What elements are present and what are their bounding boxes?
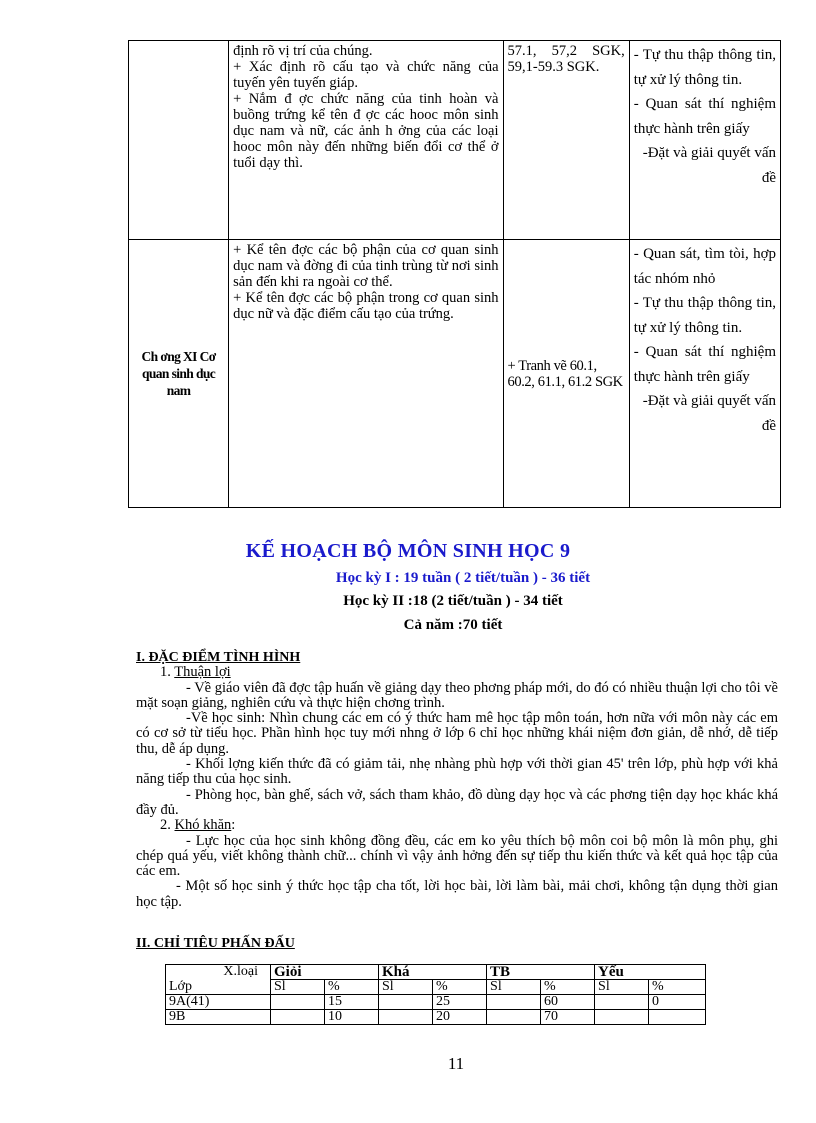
value-cell	[379, 1010, 433, 1025]
column-header: Yếu	[595, 965, 706, 980]
value-cell	[271, 1010, 325, 1025]
column-subheader: Sl	[595, 980, 649, 995]
column-header: TB	[487, 965, 595, 980]
method-line: - Quan sát thí nghiệm thực hành trên giấy	[633, 96, 776, 137]
class-cell: 9B	[166, 1010, 271, 1025]
paragraph: - Phòng học, bàn ghế, sách vở, sách tham khảo, đồ dùng dạy học và các phơng tiện dạy học khác khá đầy đủ.	[136, 786, 778, 818]
target-table	[165, 964, 706, 1025]
method-line: - Tự thu thập thông tin, tự xử lý thông tin.	[633, 295, 776, 336]
objective-line: định rõ vị trí của chúng.	[233, 43, 373, 59]
value-cell: 10	[325, 1010, 379, 1025]
paragraph: -Về học sinh: Nhìn chung các em có ý thức ham mê học tập môn toán, hơn nữa với môn này các em có cơ sở từ tiểu học. Phần hình học tuy mới nhng ở lớp 6 chỉ học những khái niệm đơn giản, dễ nhớ, dễ tiếp thu, dễ áp dụng.	[136, 710, 778, 757]
chapter-cell	[129, 41, 229, 240]
subheading-label: Khó khăn	[174, 817, 232, 834]
paragraph: - Một số học sinh ý thức học tập cha tốt, lời học bài, lời làm bài, mải chơi, không tận dụng thời gian học tập.	[136, 878, 778, 910]
subheading-label: Thuận lợi	[174, 664, 231, 681]
value-cell	[379, 995, 433, 1010]
subheading-advantages	[136, 665, 778, 680]
column-subheader: Sl	[271, 980, 325, 995]
value-cell	[487, 1010, 541, 1025]
section-heading: I. ĐẶC ĐIỂM TÌNH HÌNH	[136, 650, 301, 665]
subheading-number: 2.	[160, 817, 171, 834]
column-subheader: %	[649, 980, 706, 995]
column-subheader: Sl	[487, 980, 541, 995]
method-line: -Đặt và giải quyết vấn đề	[642, 145, 776, 186]
page-number: 11	[447, 1054, 465, 1073]
column-subheader: %	[433, 980, 487, 995]
methods-cell	[629, 240, 780, 508]
situation-section	[136, 650, 778, 910]
column-subheader: %	[541, 980, 595, 995]
subheading-colon: :	[231, 817, 236, 834]
objective-line: + Kể tên đợc các bộ phận trong cơ quan sinh dục nữ và đặc điểm cấu tạo của trứng.	[233, 290, 499, 322]
column-subheader: Sl	[379, 980, 433, 995]
subheading-number: 1.	[160, 664, 171, 681]
objective-line: + Xác định rõ cấu tạo và chức năng của tuyến yên tuyến giáp.	[233, 59, 499, 91]
value-cell: 15	[325, 995, 379, 1010]
materials-cell: + Tranh vẽ 60.1, 60.2, 61.1, 61.2 SGK	[503, 240, 629, 508]
table-row	[129, 240, 781, 508]
column-header: Giỏi	[271, 965, 379, 980]
class-cell: 9A(41)	[166, 995, 271, 1010]
value-cell: 25	[433, 995, 487, 1010]
table-row	[166, 995, 706, 1010]
chapter-cell: Ch ơng XI Cơ quan sinh dục nam	[129, 240, 229, 508]
value-cell: 70	[541, 1010, 595, 1025]
value-cell: 60	[541, 995, 595, 1010]
column-header: Khá	[379, 965, 487, 980]
year-total-line: Cả năm :70 tiết	[403, 617, 503, 633]
value-cell	[649, 1010, 706, 1025]
table-header-row	[166, 965, 706, 980]
method-line: - Quan sát, tìm tòi, hợp tác nhóm nhỏ	[633, 246, 776, 287]
column-subheader: %	[325, 980, 379, 995]
page-title: KẾ HOẠCH BỘ MÔN SINH HỌC 9	[245, 540, 571, 562]
value-cell	[595, 1010, 649, 1025]
value-cell	[595, 995, 649, 1010]
corner-header: X.loại	[166, 965, 271, 980]
paragraph: - Về giáo viên đã đợc tập huấn về giảng dạy theo phơng pháp mới, do đó có nhiều thuận lợi cho tôi về mặt soạn giảng, nghiên cứu và thực hiện chơng trình.	[136, 679, 778, 711]
value-cell	[271, 995, 325, 1010]
table-row	[129, 41, 781, 240]
curriculum-table	[128, 40, 781, 508]
paragraph: - Khối lợng kiến thức đã có giảm tải, nhẹ nhàng phù hợp với thời gian 45' trên lớp, phù hợp với khả năng tiếp thu của học sinh.	[136, 756, 778, 788]
method-line: - Quan sát thí nghiệm thực hành trên giấy	[633, 344, 776, 385]
objectives-cell	[229, 240, 503, 508]
value-cell: 20	[433, 1010, 487, 1025]
objectives-cell	[229, 41, 503, 240]
table-subheader-row	[166, 980, 706, 995]
paragraph: - Lực học của học sinh không đồng đều, các em ko yêu thích bộ môn coi bộ môn là môn phụ, ghi chép quá yếu, viết không thành chữ... chính vì vậy ảnh hởng đến sự tiếp thu kiến thức và kết quả học tập của các em.	[136, 832, 778, 880]
section-heading: II. CHỈ TIÊU PHẤN ĐẤU	[136, 936, 295, 951]
value-cell	[487, 995, 541, 1010]
corner-header: Lớp	[166, 980, 271, 995]
method-line: -Đặt và giải quyết vấn đề	[642, 393, 776, 434]
objective-line: + Nắm đ ợc chức năng của tinh hoàn và buồng trứng kể tên đ ợc các hooc môn sinh dục nam và nữ, các ảnh h ởng của các loại hooc môn này đến những biến đổi cơ thể ở tuổi dạy thì.	[233, 91, 499, 171]
semester-1-line: Học kỳ I : 19 tuần ( 2 tiết/tuần ) - 36 tiết	[335, 570, 591, 586]
materials-cell: 57.1, 57,2 SGK, 59,1-59.3 SGK.	[503, 41, 629, 240]
value-cell: 0	[649, 995, 706, 1010]
semester-2-line: Học kỳ II :18 (2 tiết/tuần ) - 34 tiết	[343, 593, 563, 609]
subheading-difficulties	[136, 818, 778, 833]
table-row	[166, 1010, 706, 1025]
objective-line: + Kể tên đợc các bộ phận của cơ quan sinh dục nam và đờng đi của tinh trùng từ nơi sinh sản đến khi ra ngoài cơ thể.	[233, 242, 499, 290]
methods-cell	[629, 41, 780, 240]
method-line: - Tự thu thập thông tin, tự xử lý thông tin.	[633, 47, 776, 88]
